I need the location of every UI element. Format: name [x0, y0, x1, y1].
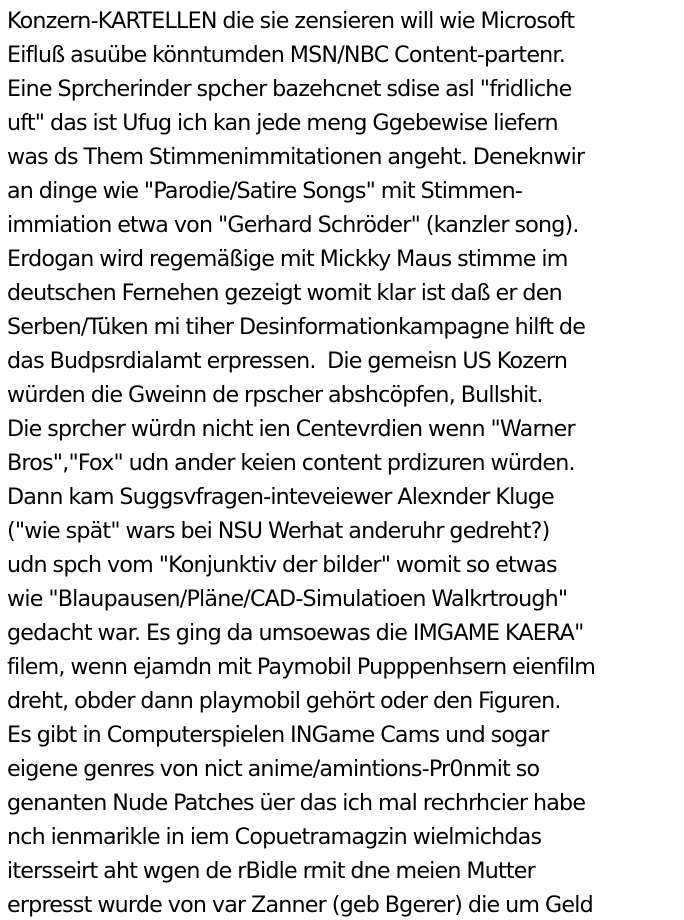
text-line-10: Serben/Tüken mi tiher Desinformationkampagne hilft de [7, 314, 586, 340]
text-line-13: Die sprcher würdn nicht ien Centevrdien wenn "Warner [7, 416, 575, 442]
text-line-19: gedacht war. Es ging da umsoewas die IMGAME KAERA" [7, 620, 584, 646]
text-line-14: Bros","Fox" udn ander keien content prdizuren würden. [7, 450, 575, 476]
text-line-24: genanten Nude Patches üer das ich mal rechrhcier habe [7, 790, 586, 816]
text-line-7: immiation etwa von "Gerhard Schröder" (kanzler song). [7, 212, 579, 238]
text-line-12: würden die Gweinn de rpscher abshcöpfen, Bullshit. [7, 382, 543, 408]
text-line-17: udn spch vom "Konjunktiv der bilder" womit so etwas [7, 552, 557, 578]
text-line-5: was ds Them Stimmenimmitationen angeht. Deneknwir [7, 144, 585, 170]
text-line-21: dreht, obder dann playmobil gehört oder den Figuren. [7, 688, 561, 714]
text-line-16: ("wie spät" wars bei NSU Werhat anderuhr gedreht?) [7, 518, 550, 544]
text-line-25: nch ienmarikle in iem Copuetramagzin wielmichdas [7, 824, 542, 850]
text-line-4: uft" das ist Ufug ich kan jede meng Ggebewise liefern [7, 110, 558, 136]
text-line-3: Eine Sprcherinder spcher bazehcnet sdise asl "fridliche [7, 76, 572, 102]
text-line-8: Erdogan wird regemäßige mit Mickky Maus stimme im [7, 246, 568, 272]
text-line-1: Konzern-KARTELLEN die sie zensieren will wie Microsoft [7, 8, 575, 34]
text-line-2: Eifluß asuübe könntumden MSN/NBC Content-partenr. [7, 42, 565, 68]
text-line-26: itersseirt aht wgen de rBidle rmit dne meien Mutter [7, 858, 535, 884]
text-line-9: deutschen Fernehen gezeigt womit klar ist daß er den [7, 280, 562, 306]
text-line-11: das Budpsrdialamt erpressen. Die gemeisn US Kozern [7, 348, 568, 374]
text-line-15: Dann kam Suggsvfragen-inteveiewer Alexnder Kluge [7, 484, 554, 510]
text-line-27: erpresst wurde von var Zanner (geb Bgerer) die um Geld [7, 892, 593, 918]
text-line-23: eigene genres von nict anime/amintions-Pr0nmit so [7, 756, 540, 782]
text-line-6: an dinge wie "Parodie/Satire Songs" mit Stimmen- [7, 178, 523, 204]
text-line-22: Es gibt in Computerspielen INGame Cams und sogar [7, 722, 549, 748]
document-page [7, 4, 684, 920]
text-line-20: filem, wenn ejamdn mit Paymobil Pupppenhsern eienfilm [7, 654, 596, 680]
text-line-18: wie "Blaupausen/Pläne/CAD-Simulatioen Walkrtrough" [7, 586, 568, 612]
